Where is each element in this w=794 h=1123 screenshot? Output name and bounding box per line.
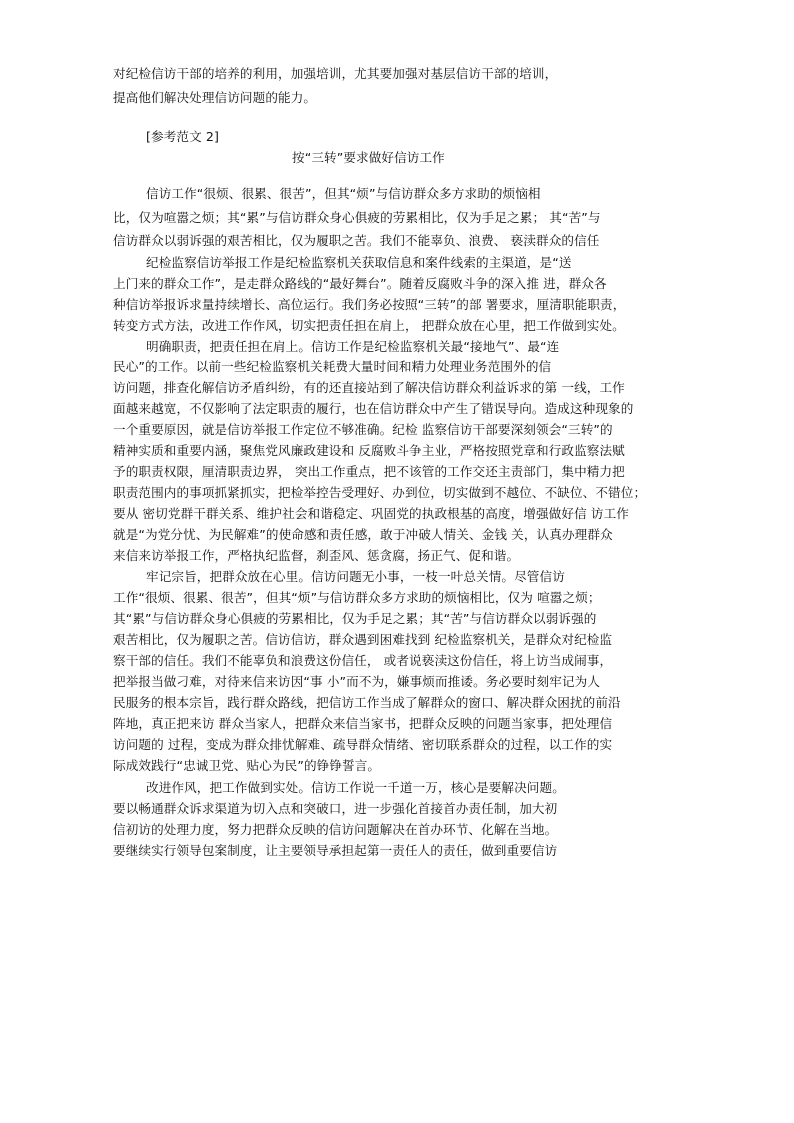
document-title: 按“三转”要求做好信访工作 (292, 150, 445, 165)
body-line: 牢记宗旨，把群众放在心里。信访问题无小事，一枝一叶总关情。尽管信访 (146, 569, 565, 584)
body-line: 要以畅通群众诉求渠道为切入点和突破口，进一步强化首接首办责任制，加大初 (113, 801, 558, 816)
body-line: 来信来访举报工作，严格执纪监督，刹歪风、惩贪腐，扬正气、促和谐。 (113, 548, 520, 563)
body-line: 精神实质和重要内涵，聚焦党风廉政建设和 反腐败斗争主业，严格按照党章和行政监察法赋 (113, 443, 625, 458)
body-line: 把举报当做刁难，对待来信来访因“事 小”而不为，嫌事烦而推诿。务必要时刻牢记为人 (113, 674, 601, 689)
intro-line-2: 提高他们解决处理信访问题的能力。 (113, 90, 317, 105)
body-line: 信访群众以弱诉强的艰苦相比，仅为履职之苦。我们不能辜负、浪费、 亵渎群众的信任 (113, 233, 600, 248)
intro-line-1: 对纪检信访干部的培养的利用，加强培训，尤其要加强对基层信访干部的培训， (113, 66, 558, 81)
body-line: 要从 密切党群干群关系、维护社会和谐稳定、巩固党的执政根基的高度，增强做好信 访工作 (113, 506, 629, 521)
body-line: 转变方式方法，改进工作作风，切实把责任担在肩上， 把群众放在心里，把工作做到实处。 (113, 318, 625, 333)
body-line: 信访工作“很烦、很累、很苦”，但其“烦”与信访群众多方求助的烦恼相 (146, 186, 541, 201)
body-line: 其“累”与信访群众身心俱疲的劳累相比，仅为手足之累；其“苦”与信访群众以弱诉强的 (113, 611, 597, 626)
body-line: 访问题的 过程，变成为群众排忧解难、疏导群众情绪、密切联系群众的过程，以工作的实 (113, 737, 613, 752)
body-line: 工作“很烦、很累、很苦”，但其“烦”与信访群众多方求助的烦恼相比，仅为 喧嚣之烦； (113, 590, 601, 605)
body-line: 际成效践行“忠诚卫党、贴心为民”的铮铮誓言。 (113, 758, 381, 773)
body-line: 信初访的处理力度，努力把群众反映的信访问题解决在首办环节、化解在当地。 (113, 822, 558, 837)
body-line: 面越来越宽，不仅影响了法定职责的履行，也在信访群众中产生了错误导向。造成这种现象的 (113, 401, 634, 416)
body-line: 纪检监察信访举报工作是纪检监察机关获取信息和案件线索的主渠道，是“送 (146, 255, 572, 270)
body-line: 明确职责，把责任担在肩上。信访工作是纪检监察机关最“接地气”、最“连 (146, 339, 560, 354)
body-line: 种信访举报诉求量持续增长、高位运行。我们务必按照“三转”的部 署要求，厘清职能职责， (113, 297, 626, 312)
body-line: 就是“为党分忧、为民解难”的使命感和责任感，敢于冲破人情关、金钱 关，认真办理群众 (113, 527, 613, 542)
body-line: 艰苦相比，仅为履职之苦。信访信访，群众遇到困难找到 纪检监察机关，是群众对纪检监 (113, 632, 613, 647)
body-line: 阵地，真正把来访 群众当家人，把群众来信当家书，把群众反映的问题当家事，把处理信 (113, 716, 613, 731)
body-line: 职责范围内的事项抓紧抓实，把检举控告受理好、办到位，切实做到不越位、不缺位、不错位； (113, 485, 647, 500)
body-line: 上门来的群众工作”，是走群众路线的“最好舞台”。随着反腐败斗争的深入推 进，群众各 (113, 276, 607, 291)
body-line: 民服务的根本宗旨，践行群众路线，把信访工作当成了解群众的窗口、解决群众困扰的前沿 (113, 695, 621, 710)
body-line: 一个重要原因，就是信访举报工作定位不够准确。纪检 监察信访干部要深刻领会“三转”的 (113, 422, 613, 437)
body-line: 民心”的工作。以前一些纪检监察机关耗费大量时间和精力处理业务范围外的信 (113, 359, 552, 374)
body-line: 改进作风，把工作做到实处。信访工作说一千道一万，核心是要解决问题。 (146, 780, 565, 795)
body-line: 访问题，排查化解信访矛盾纠纷，有的还直接站到了解决信访群众利益诉求的第 一线，工作 (113, 380, 625, 395)
body-line: 比，仅为喧嚣之烦；其“累”与信访群众身心俱疲的劳累相比，仅为手足之累； 其“苦”与 (113, 210, 601, 225)
body-line: 察干部的信任。我们不能辜负和浪费这份信任， 或者说亵渎这份信任，将上访当成闹事， (113, 653, 613, 668)
body-line: 予的职责权限，厘清职责边界， 突出工作重点，把不该管的工作交还主责部门，集中精力把 (113, 464, 625, 479)
body-line: 要继续实行领导包案制度，让主要领导承担起第一责任人的责任，做到重要信访 (113, 843, 558, 858)
reference-label: [参考范文 2] (146, 129, 220, 144)
